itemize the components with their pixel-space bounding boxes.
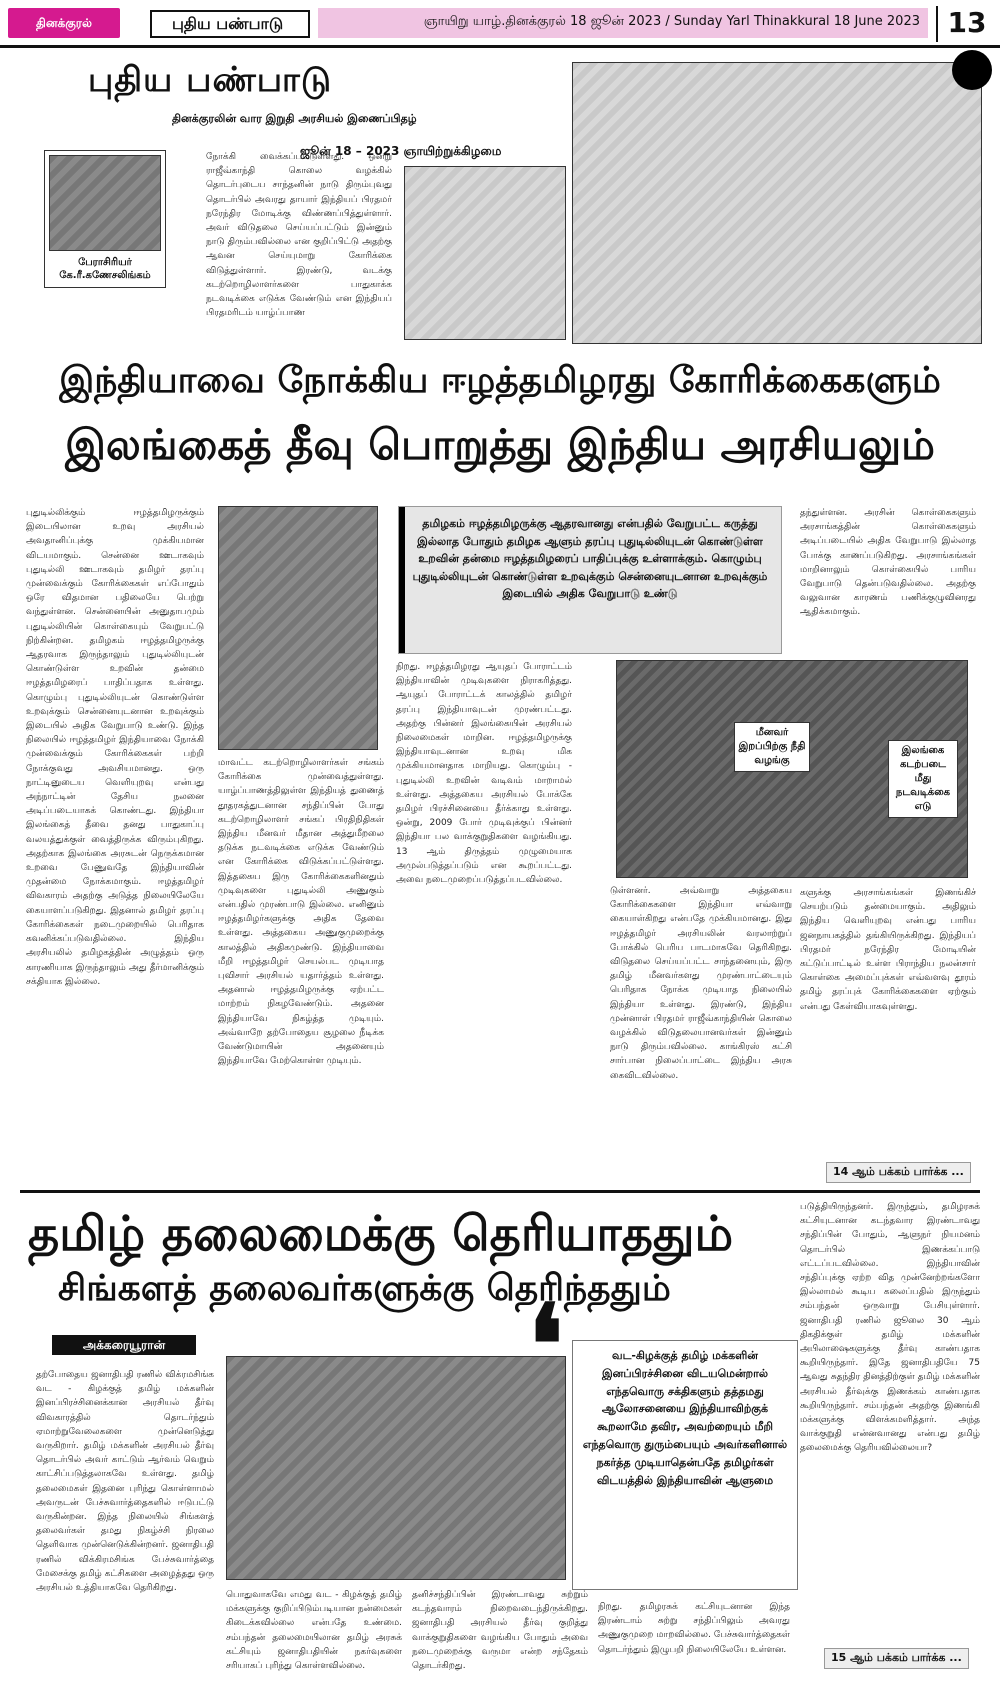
article2-headline-line2: சிங்களத் தலைவர்களுக்கு தெரிந்ததும் bbox=[58, 1268, 671, 1309]
article2-col4: நிறது. தமிழரசுக் கட்சியுடனான இந்த இரண்டாம் சுற்று சந்திப்பிலும் அவரது அணுகுமுறை மாறவில்லை. பேச்சுவார்த்தைகள் தொடர்ந்தும் இழுபறி நிலையிலேயே உள்ளன. bbox=[598, 1602, 790, 1655]
article2-byline: அக்கரையூரான் bbox=[52, 1335, 196, 1355]
author-caption bbox=[49, 256, 161, 282]
protest-sign-1: மீனவர் இறப்பிற்கு நீதி வழங்கு bbox=[734, 722, 810, 772]
article1-col5: தந்துள்ளன. அரசின் கொள்கைகளும் அரசாங்கத்தின் கொள்கைகளும் அடிப்படையில் அதிக வேறுபாடு இல்லாத போக்கு காணப்படுகிறது. அரசாங்கங்கள் மாறினாலும் கொள்கையில் பாரிய வேறுபாடு தென்படுவதில்லை. அதற்கு வலுவான காரணம் பணிக்குழுவினரது ஆதிக்கமாகும். bbox=[800, 508, 976, 618]
article1-col2: மாவட்ட கடற்றொழிலாளர்கள் சங்கம் கோரிக்கை முன்வைத்துள்ளது. யாழ்ப்பாணத்திலுள்ள இந்தியத் துணைத் தூதரகத்துடனான சந்திப்பின் போது கடற்றொழிலாளர் சங்கப் பிரதிநிதிகள் இந்திய மீனவர் மீதான அத்துமீறலை தடுக்க நடவடிக்கை எடுக்க வேண்டும் என கோரிக்கை விடுக்கப்பட்டுள்ளது. இத்தகைய இரு கோரிக்கைகளினதும் முடிவுகளை புதுடில்லி அணுகும் என்பதில் முரண்பாடு இல்லை. எனினும் ஈழத்தமிழர்களுக்கு அதிக தேவை உள்ளது. அத்தகைய அணுகுமுறைக்கு காலத்தில் அதிகமுண்டு. இந்தியாவை மீறி ஈழத்தமிழர் செயல்பட முடியாத புவிசார் அரசியல் யதார்த்தம் உள்ளது. அதனால் ஈழத்தமிழருக்கு ஏற்பட்ட மாற்றம் நிகழவேண்டும். அதனை இந்தியாவே நிகழ்த்த முடியும். அவ்வாறே தற்போதைய சூழலை நீடிக்க வேண்டுமாயின் அதனையும் இந்தியாவே மேற்கொள்ள முடியும். bbox=[218, 758, 384, 1067]
section-label: புதிய பண்பாடு bbox=[150, 10, 310, 38]
article2-col2: பொதுவாகவே எமது வட - கிழக்குத் தமிழ் மக்களுக்கு குறிப்பிடும்படியான நன்மைகள் கிடைக்கவில்லை என்பதே உண்மை. சம்பந்தன் தலைமையிலான தமிழ் அரசுக் கட்சியும் ஜனாதிபதியின் நகர்வுகளை சரியாகப் புரிந்து கொள்ளவில்லை. bbox=[226, 1590, 402, 1672]
author-title: பேராசிரியர் bbox=[78, 257, 132, 268]
masthead-subtitle: தினக்குரலின் வார இறுதி அரசியல் இணைப்பிதழ் bbox=[172, 112, 417, 125]
protest-sign-2: இலங்கை கடற்படை மீது நடவடிக்கை எடு bbox=[888, 740, 958, 818]
meeting-photo bbox=[226, 1356, 566, 1580]
article1-headline-line1: இந்தியாவை நோக்கிய ஈழத்தமிழரது கோரிக்கைகளும் bbox=[59, 360, 941, 401]
article2-continued: 15 ஆம் பக்கம் பார்க்க ... bbox=[824, 1648, 969, 1669]
author-photo bbox=[49, 155, 161, 251]
header-dateline: ஞாயிறு யாழ்.தினக்குரல் 18 ஜூன் 2023 / Sunday Yarl Thinakkural 18 June 2023 bbox=[423, 14, 920, 29]
article1-col3: நிறது. ஈழத்தமிழரது ஆயுதப் போராட்டம் இந்தியாவின் முடிவுகளை நிராகரித்தது. ஆயுதப் போராட்டக் காலத்தில் தமிழர் தரப்பு இந்தியாவுடன் முரண்பட்டது. அதற்கு பின்னர் இலங்கையின் அரசியல் நிலைமைகள் மாறின. ஈழத்தமிழருக்கு இந்தியாவுடனான உறவு மிக முக்கியமானதாக மாறியது. கொழும்பு - புதுடில்லி உறவின் வடிவம் மாறாமல் உள்ளது. அத்தகைய அரசியல் போக்கே தமிழர் பிரச்சினையை தீர்க்காது உள்ளது. ஒன்று, 2009 போர் முடிவுக்குப் பின்னர் இந்தியா பல வாக்குறுதிகளை வழங்கியது. 13 ஆம் திருத்தம் முழுமையாக அமுல்படுத்தப்படும் என கூறப்பட்டது. அவை நடைமுறைப்படுத்தப்படவில்லை. bbox=[396, 662, 572, 886]
mother-photo bbox=[404, 166, 566, 340]
article1-col4: டுள்ளனர். அவ்வாறு அத்தகைய கோரிக்கைகளை இந்தியா எவ்வாறு கையாள்கிறது என்பதே முக்கியமானது. இது ஈழத்தமிழர் அரசியலின் வரலாற்றுப் போக்கில் பெரிய பாடமாகவே தெரிகிறது. விடுதலை செய்யப்பட்ட சாந்தனையும், இரு தமிழ் மீனவர்களது முரண்பாட்டையும் பெரிதாக நோக்க முடியாத நிலையில் இந்தியா உள்ளது. இரண்டு, இந்திய முன்னாள் பிரதமர் ராஜீவ்காந்தியின் கொலை வழக்கில் விடுதலையானவர்கள் இன்னும் நாடு திரும்பவில்லை. காங்கிரஸ் கட்சி சார்பான நிலைப்பாட்டை இந்திய அரசு கைவிடவில்லை. bbox=[610, 886, 792, 1081]
issue-date: ஜூன் 18 – 2023 ஞாயிற்றுக்கிழமை bbox=[300, 144, 502, 158]
article1-col1: புதுடில்லிக்கும் ஈழத்தமிழருக்கும் இடையிலான உறவு அரசியல் அவதானிப்புக்கு முக்கியமான விடயமாகும். சென்னை ஊடாகவும் புதுடில்லி ஊடாகவும் தமிழர் தரப்பு முன்வைக்கும் கோரிக்கைகள் எப்போதும் ஒரே விதமான பதிலையே பெற்று வந்துள்ளன. சென்னையின் அனுதாபமும் புதுடில்லியின் கொள்கையும் வேறுபட்டு நிற்கின்றன. தமிழகம் ஈழத்தமிழருக்கு ஆதரவாக இருந்தாலும் புதுடில்லியுடன் கொண்டுள்ள உறவின் தன்மை ஈழத்தமிழரைப் பாதிப்பதாக உள்ளது. கொழும்பு புதுடில்லியுடன் கொண்டுள்ள உறவுக்கும் சென்னையுடனான உறவுக்கும் இடையில் அதிக வேறுபாடு உண்டு. இந்த நிலையில் ஈழத்தமிழர் இந்தியாவை நோக்கி முன்வைக்கும் கோரிக்கைகள் பற்றி நோக்குவது அவசியமானது. ஒரு நாட்டினுடைய வெளியுறவு என்பது அந்நாட்டின் தேசிய நலனை அடிப்படையாகக் கொண்டது. இந்தியா இலங்கைத் தீவை தனது பாதுகாப்பு வலயத்துக்குள் வைத்திருக்க விரும்புகிறது. அதற்காக இலங்கை அரசுடன் நெருக்கமான உறவை பேணுவதே இந்தியாவின் முதன்மை நோக்கமாகும். ஈழத்தமிழர் விவகாரம் அதற்கு அடுத்த நிலையிலேயே கையாளப்படுகிறது. இதனால் தமிழர் தரப்பு கோரிக்கைகள் நடைமுறையில் பெரிதாக கவனிக்கப்படுவதில்லை. இந்திய அரசியலில் தமிழகத்தின் அழுத்தம் ஒரு காரணியாக இருந்தாலும் அது தீர்மானிக்கும் சக்தியாக இல்லை. bbox=[26, 508, 204, 987]
article1-pull-quote: தமிழகம் ஈழத்தமிழருக்கு ஆதரவானது என்பதில் வேறுபட்ட கருத்து இல்லாத போதும் தமிழக ஆளும் தரப்பு புதுடில்லியுடன் கொண்டுள்ள உறவின் தன்மை ஈழத்தமிழரைப் பாதிப்புக்கு உள்ளாக்கும். கொழும்பு புதுடில்லியுடன் கொண்டுள்ள உறவுக்கும் சென்னையுடனான உறவுக்கும் இடையில் அதிக வேறுபாடு உண்டு bbox=[398, 506, 782, 654]
masthead-title: புதிய பண்பாடு bbox=[88, 60, 333, 100]
article2-col3: தனிச்சந்திப்பின் இரண்டாவது சுற்றும் கடந்தவாரம் நிறைவடைந்திருக்கிறது. ஜனாதிபதி அரசியல் தீர்வு குறித்து வாக்குறுதிகளை வழங்கிய போதும் அவை நடைமுறைக்கு வருமா என்ற சந்தேகம் தொடர்கிறது. bbox=[412, 1590, 588, 1672]
article1-continued: 14 ஆம் பக்கம் பார்க்க ... bbox=[826, 1162, 971, 1183]
section-divider bbox=[20, 1190, 980, 1193]
article2-col1: தற்போதைய ஜனாதிபதி ரணில் விக்ரமசிங்க வட - கிழக்குத் தமிழ் மக்களின் இனப்பிரச்சினைக்கான அரசியல் தீர்வு விவகாரத்தில் தொடர்ந்தும் ஏமாற்றுவேலைகளை முன்னெடுத்து வருகிறார். தமிழ் மக்களின் அரசியல் தீர்வு தொடர்பில் அவர் காட்டும் ஆர்வம் வெறும் காட்சிப்படுத்தலாகவே உள்ளது. தமிழ் தலைமைகள் இதனை புரிந்து கொள்ளாமல் அவருடன் பேச்சுவார்த்தைகளில் ஈடுபட்டு வருகின்றன. இந்த நிலையில் சிங்களத் தலைவர்கள் தமது நிகழ்ச்சி நிரலை தெளிவாக முன்னெடுக்கின்றனர். ஜனாதிபதி ரணில் விக்கிரமசிங்க பேச்சுவார்த்தை மேசைக்கு தமிழ் கட்சிகளை அழைத்தது ஒரு அரசியல் உத்தியாகவே தெரிகிறது. bbox=[36, 1370, 214, 1594]
quote-mark-icon: ❛ bbox=[528, 1280, 564, 1409]
article1-headline-line2: இலங்கைத் தீவு பொறுத்து இந்திய அரசியலும் bbox=[65, 420, 935, 469]
modi-photo bbox=[572, 62, 982, 344]
intro-column: நோக்கி வைக்கப்பட்டுள்ளது. ஒன்று ராஜீவ்காந்தி கொலை வழக்கில் தொடர்புடைய சாந்தனின் நாடு திரும்புவது தொடர்பில் அவரது தாயார் இந்தியப் பிரதமர் நரேந்திர மோடிக்கு விண்ணப்பித்துள்ளார். அவர் விடுதலை செய்யப்பட்டும் இன்னும் நாடு திரும்பவில்லை என குறிப்பிட்டு அதற்கு ஆவன செய்யுமாறு கோரிக்கை விடுத்துள்ளார். இரண்டு, வடக்கு கடற்றொழிலாளர்களை பாதுகாக்க நடவடிக்கை எடுக்க வேண்டும் என இந்தியப் பிரதமரிடம் யாழ்ப்பாண bbox=[206, 152, 392, 319]
fisherman-photo bbox=[218, 506, 378, 750]
article2-headline-line1: தமிழ் தலைமைக்கு தெரியாததும் bbox=[28, 1206, 734, 1262]
page-number: 13 bbox=[936, 6, 996, 42]
article2-col5: படுத்தியிருந்தனர். இருந்தும், தமிழரசுக் கட்சியுடனான கடந்தவார இரண்டாவது சந்திப்பின் போதும், ஆளுநர் நியமனம் தொடர்பில் இணக்கப்பாடு எட்டப்படவில்லை. இந்தியாவின் சந்திப்புக்கு ஏற்ற வித முன்னேற்றங்களோ இல்லாமல் கூடிய கலைப்பதில் இருந்தும் சம்பந்தன் ஒருவாறு பேசியுள்ளார். ஜனாதிபதி ரணில் ஜூலை 30 ஆம் திகதிக்குள் தமிழ் மக்களின் அபிலாஷைகளுக்கு தீர்வு காண்பதாக கூறியிருந்தார். இதே ஜனாதிபதியே 75 ஆவது சுதந்திர தினத்திற்குள் தமிழ் மக்களின் அரசியல் தீர்வுக்கு இணக்கம் காண்பதாக கூறியிருந்தார். சம்பந்தன் அதற்கு இணங்கி மக்களுக்கு விளக்கமளித்தார். அந்த வாக்குறுதி என்னவானது என்பது தமிழ் தலைமைக்கு தெரியவில்லையா? bbox=[800, 1202, 980, 1454]
page-corner-dot bbox=[952, 50, 992, 90]
newspaper-logo: தினக்குரல் bbox=[8, 8, 120, 38]
author-box bbox=[44, 150, 166, 288]
author-name: கே.ரீ.கணேசலிங்கம் bbox=[59, 270, 151, 281]
article2-pull-quote: வட-கிழக்குத் தமிழ் மக்களின் இனப்பிரச்சினை விடயமென்றால் எந்தவொரு சக்திகளும் தத்தமது ஆலோசனையை இந்தியாவிற்குக் கூறலாமே தவிர, அவற்றையும் மீறி எந்தவொரு துரும்பையும் அவர்களினால் நகர்த்த முடியாதென்பதே தமிழர்கள் விடயத்தில் இந்தியாவின் ஆளுமை bbox=[572, 1340, 798, 1590]
article1-col5b: களுக்கு அரசாங்கங்கள் இணங்கிச் செயற்படும் தன்மையாகும். அதிலும் இந்திய வெளியுறவு என்பது பாரிய ஜனநாயகத்தில் தங்கியிருக்கிறது. இந்தியப் பிரதமர் நரேந்திர மோடியின் கட்டுப்பாட்டில் உள்ள பிராந்திய நலன்சார் கொள்கை அமைப்புக்கள் எவ்வளவு தூரம் தமிழ் தரப்புக் கோரிக்கைகளை ஏற்கும் என்பது கேள்வியாகவுள்ளது. bbox=[800, 888, 976, 1012]
